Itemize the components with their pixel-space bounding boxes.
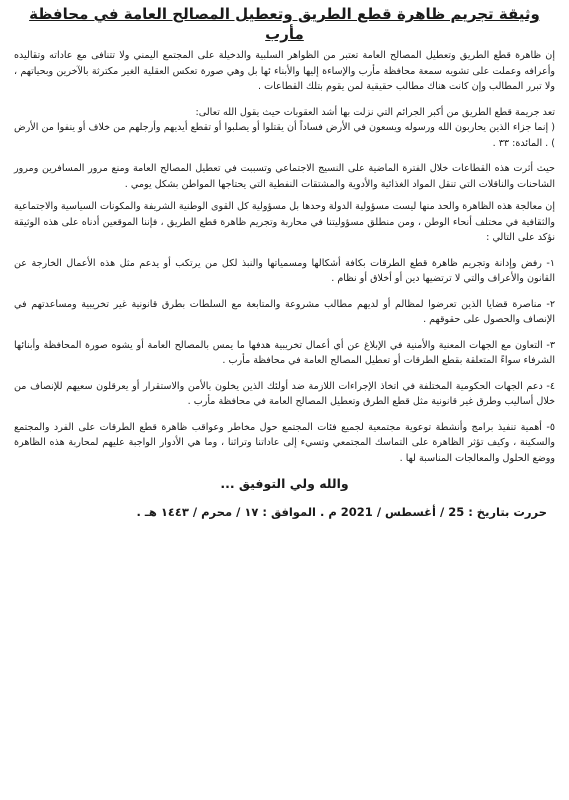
closing-line: والله ولي التوفيق ... [220, 476, 349, 491]
date-line: حررت بتاريخ : 25 / أغسطس / 2021 م . الموافق : ١٧ / محرم / ١٤٤٣ هـ . [136, 505, 547, 519]
quran-verse: ( إنما جزاء الذين يحاربون الله ورسوله ويسعون في الأرض فساداً أن يقتلوا أو يصلبوا أو تقطع أيديهم وأرجلهم من خلاف أو ينفوا من الأرض ) . المائدة: ٣٣ . [14, 122, 555, 149]
document-title: وثيقة تجريم ظاهرة قطع الطريق وتعطيل المصالح العامة في محافظة مأرب [29, 5, 540, 43]
point-4: ٤- دعم الجهات الحكومية المختلفة في اتخاذ الإجراءات اللازمة ضد أولئك الذين يخلون بالأمن والاستقرار أو يعرقلون سعيهم للإنصاف من خلال أساليب وطرق غير قانونية مثل قطع الطرق وتعطيل المصالح العامة في محافظة مأرب . [14, 380, 555, 407]
point-2: ٢- مناصرة قضايا الذين تعرضوا لمظالم أو لديهم مطالب مشروعة والمتابعة مع السلطات بطرق قانونية غير تخريبية ومساعدتهم في الإنصاف والحصول على حقوقهم . [14, 298, 555, 325]
crime-intro-paragraph: تعد جريمة قطع الطريق من أكبر الجرائم التي نزلت بها أشد العقوبات حيث يقول الله تعالى: [195, 106, 555, 118]
point-3: ٣- التعاون مع الجهات المعنية والأمنية في الإبلاغ عن أي أعمال تخريبية هدفها ما يمس بالمصالح العامة أو يشوه صورة المحافظة وأبنائها الشرفاء سواءً المتعلقة بقطع الطرقات أو تعطيل المصالح العامة في محافظة مأرب . [14, 339, 555, 366]
responsibility-paragraph: إن معالجة هذه الظاهرة والحد منها ليست مسؤولية الدولة وحدها بل مسؤولية كل القوى الوطنية الشريفة والمكونات السياسية والاجتماعية والثقافية في مختلف أنحاء الوطن ، ومن منطلق مسؤوليتنا في محاربة وتجريم ظاهرة قطع الطريق ، فإننا الموقعين أدناه على هذه الوثيقة نؤكد على التالي : [14, 201, 555, 243]
intro-paragraph: إن ظاهرة قطع الطريق وتعطيل المصالح العامة تعتبر من الظواهر السلبية والدخيلة على المجتمع اليمني ولا تتنافى مع عاداته وتقاليده وأعرافه وعملت على تشويه سمعة محافظة مأرب والإساءة إليها والأبناء ئها بل وهي صورة تعكس العقلية الغير مكترثة بالآخرين وبحياتهم ، ولا تبرر المطالب وإن كانت هناك مطالب حقيقية لمن يقوم بتلك القطاعات . [14, 50, 555, 92]
point-1: ١- رفض وإدانة وتجريم ظاهرة قطع الطرقات بكافة أشكالها ومسمياتها والنبذ لكل من يرتكب أو يدعم مثل هذه الأعمال الخارجة عن القانون والأعراف والتي لا ترتضيها دين أو أخلاق أو نظام . [14, 257, 555, 284]
effects-paragraph: حيث أثرت هذه القطاعات خلال الفترة الماضية على النسيج الاجتماعي وتسببت في تعطيل المصالح العامة ومنع مرور المسافرين ومرور الشاحنات والناقلات التي تنقل المواد الغذائية والأدوية والمشتقات النفطية التي يحتاجها المواطن بشكل يومي . [14, 163, 555, 190]
point-5: ٥- أهمية تنفيذ برامج وأنشطة توعوية مجتمعية لجميع فئات المجتمع حول مخاطر وعواقب ظاهرة قطع الطرقات على الفرد والمجتمع والسكينة ، وكيف تؤثر الظاهرة على التماسك المجتمعي وتسيء إلى عاداتنا وتراثنا ، وما هي الأدوار الواجبة عليهم لمحاربة هذه الظاهرة ووضع الحلول والمعالجات المناسبة لها . [14, 421, 555, 464]
